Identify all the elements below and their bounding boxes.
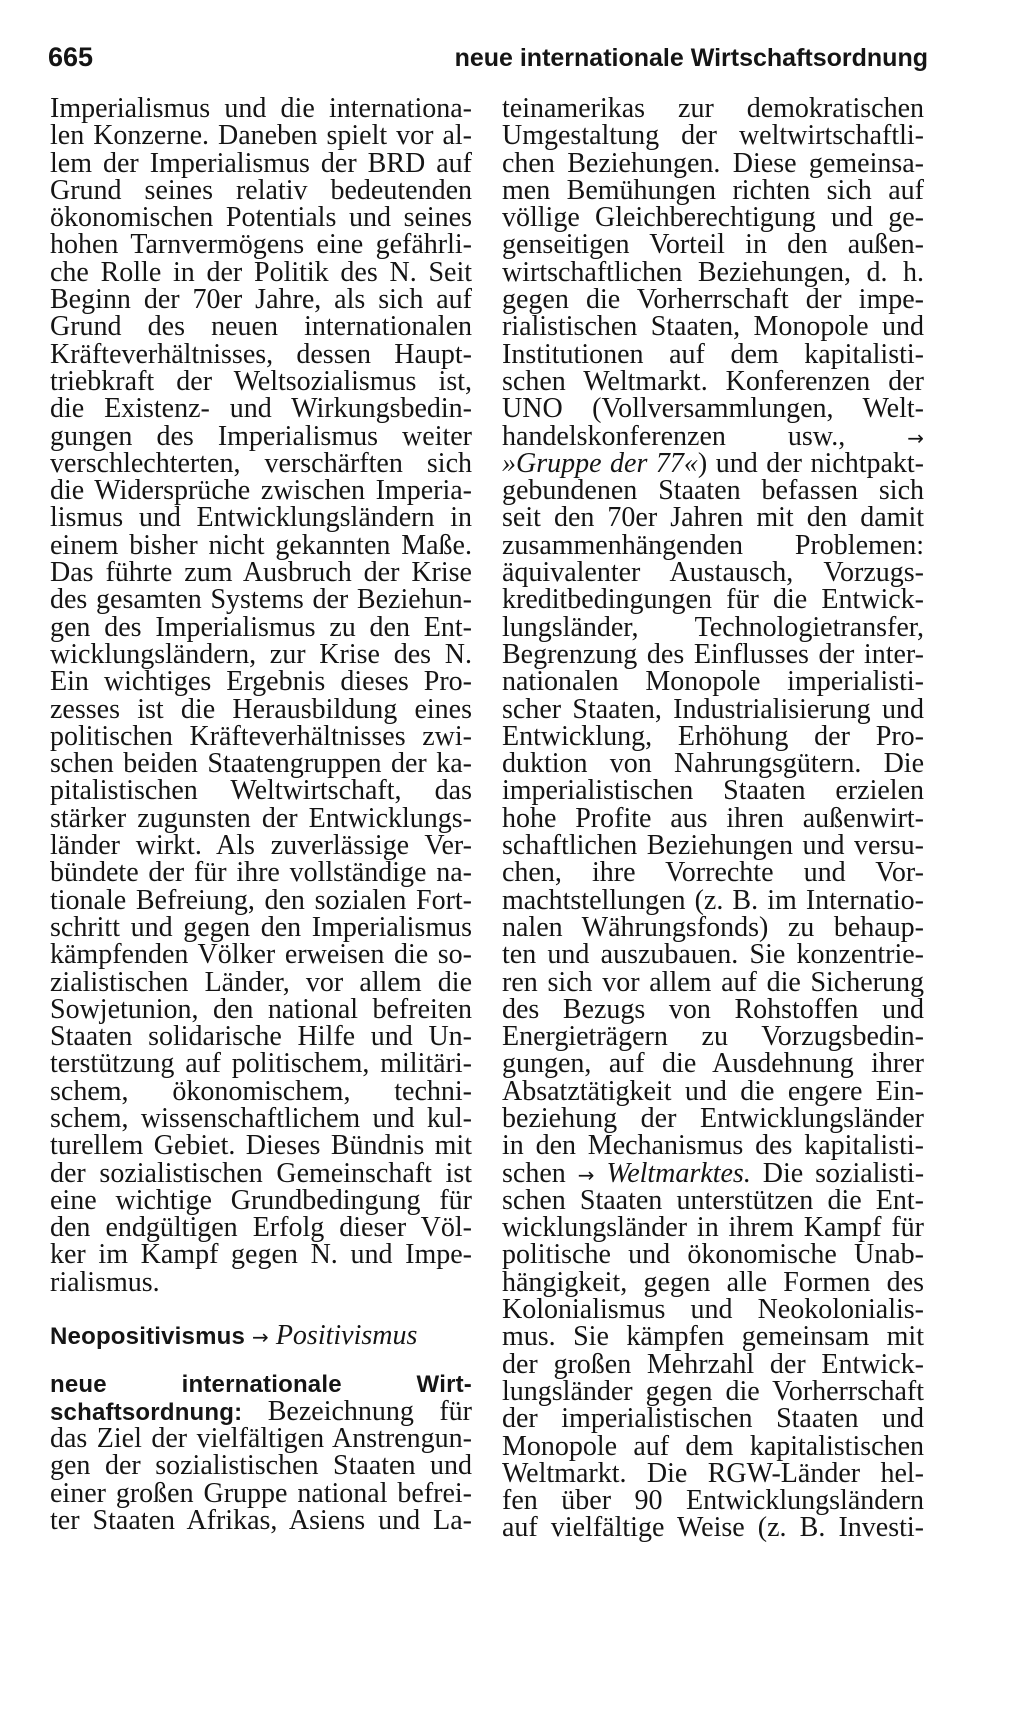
cross-reference-link[interactable]: Positivismus	[275, 1320, 418, 1352]
text-line: verschlechterten, verschärften sich	[50, 447, 472, 479]
text-line: schaftlichen Beziehungen und versu-	[502, 830, 924, 862]
text-line: lem der Imperialismus der BRD auf	[50, 147, 472, 179]
text-line: ker im Kampf gegen N. und Impe-	[50, 1239, 472, 1271]
entry-heading-line	[50, 1395, 472, 1427]
right-column-body-b	[502, 475, 924, 1162]
cross-reference-link[interactable]: Weltmarktes.	[606, 1157, 751, 1189]
right-column-body-c	[502, 1184, 924, 1544]
text-line: der großen Mehrzahl der Entwick-	[502, 1348, 924, 1380]
text-line: schen Weltmarkt. Konferenzen der	[502, 365, 924, 397]
text-line: tionale Befreiung, den sozialen Fort-	[50, 884, 472, 916]
text-line: des gesamten Systems der Beziehun-	[50, 584, 472, 616]
text-fragment: ) und der nichtpakt-	[697, 447, 925, 479]
text-line: nationalen Monopole imperialisti-	[502, 666, 924, 698]
text-line: schem, wissenschaftlichem und kul-	[50, 1102, 472, 1134]
text-line: die Widersprüche zwischen Imperia-	[50, 475, 472, 507]
text-line: len Konzerne. Daneben spielt vor al-	[50, 120, 472, 152]
page-header	[48, 42, 928, 82]
text-line: der sozialistischen Gemeinschaft ist	[50, 1157, 472, 1189]
entry-neopositivismus	[50, 1320, 472, 1352]
page-number: 665	[48, 42, 94, 72]
text-line: lungsländer, Technologietransfer,	[502, 611, 924, 643]
cross-reference-link[interactable]: »Gruppe der 77«	[502, 447, 698, 479]
entry-keyword: schaftsordnung:	[50, 1398, 243, 1426]
left-column-body	[50, 95, 472, 1296]
text-line: schem, ökonomischem, techni-	[50, 1075, 472, 1107]
text-line: die Existenz- und Wirkungsbedin-	[50, 393, 472, 425]
text-line: schen beiden Staatengruppen der ka-	[50, 748, 472, 780]
cross-reference-arrow: →	[577, 1162, 595, 1187]
text-line: Grund des neuen internationalen	[50, 311, 472, 343]
text-line: ter Staaten Afrikas, Asiens und La-	[50, 1504, 472, 1536]
text-line: Ein wichtiges Ergebnis dieses Pro-	[50, 666, 472, 698]
text-line: Imperialismus und die internationa-	[50, 93, 472, 124]
text-line: schritt und gegen den Imperialismus	[50, 911, 472, 943]
text-line: lismus und Entwicklungsländern in	[50, 502, 472, 534]
text-line: rialismus.	[50, 1266, 160, 1298]
text-line: duktion von Nahrungsgütern. Die	[502, 748, 924, 780]
text-line: kämpfenden Völker erweisen die so-	[50, 939, 472, 971]
text-line: teinamerikas zur demokratischen	[502, 93, 924, 124]
text-line: das Ziel der vielfältigen Anstrengun-	[50, 1422, 472, 1454]
text-line: ökonomischen Potentials und seines	[50, 202, 472, 234]
text-fragment: handelskonferenzen usw.,	[502, 420, 846, 452]
text-line: gungen des Imperialismus weiter	[50, 420, 472, 452]
text-line: Beginn der 70er Jahre, als sich auf	[50, 284, 472, 316]
text-line: völlige Gleichberechtigung und ge-	[502, 202, 924, 234]
text-line: fen über 90 Entwicklungsländern	[502, 1485, 924, 1517]
text-line: Begrenzung des Einflusses der inter-	[502, 638, 924, 670]
text-line	[502, 447, 925, 479]
text-line: schen Staaten unterstützen die Ent-	[502, 1184, 924, 1216]
entry-body	[50, 1422, 472, 1536]
text-line: genseitigen Vorteil in den außen-	[502, 229, 924, 261]
text-line: gen der sozialistischen Staaten und	[50, 1450, 472, 1482]
text-line: der imperialistischen Staaten und	[502, 1403, 924, 1435]
text-line: zesses ist die Herausbildung eines	[50, 693, 472, 725]
text-line: wirtschaftlichen Beziehungen, d. h.	[502, 256, 924, 288]
entry-keyword: neue internationale Wirt-	[50, 1371, 472, 1399]
text-line: Kräfteverhältnisses, dessen Haupt-	[50, 338, 472, 370]
text-line: Monopole auf dem kapitalistischen	[502, 1430, 924, 1462]
text-line: zialistischen Länder, vor allem die	[50, 966, 472, 998]
text-fragment: Die sozialisti-	[762, 1157, 925, 1189]
right-column-body-a	[502, 95, 924, 423]
running-head: neue internationale Wirtschaftsordnung	[454, 44, 928, 72]
text-line: Umgestaltung der weltwirtschaftli-	[502, 120, 924, 152]
text-line: hängigkeit, gegen alle Formen des	[502, 1266, 924, 1298]
text-line: ten und auszubauen. Sie konzentrie-	[502, 939, 924, 971]
text-line: turellem Gebiet. Dieses Bündnis mit	[50, 1130, 472, 1162]
text-line: mus. Sie kämpfen gemeinsam mit	[502, 1321, 924, 1353]
text-fragment: Bezeichnung für	[267, 1395, 472, 1427]
text-line: ren sich vor allem auf die Sicherung	[502, 966, 924, 998]
cross-reference-arrow: →	[907, 425, 924, 450]
text-line: Sowjetunion, den national befreiten	[50, 993, 472, 1025]
text-line: hohen Tarnvermögens eine gefährli-	[50, 229, 472, 261]
text-line: imperialistischen Staaten erzielen	[502, 775, 924, 807]
text-line: wicklungsländer in ihrem Kampf für	[502, 1212, 924, 1244]
text-line: pitalistischen Weltwirtschaft, das	[50, 775, 472, 807]
right-column	[502, 95, 924, 1542]
text-line	[502, 420, 924, 452]
text-line: che Rolle in der Politik des N. Seit	[50, 256, 472, 288]
text-line: politische und ökonomische Unab-	[502, 1239, 924, 1271]
text-line: gegen die Vorherrschaft der impe-	[502, 284, 924, 316]
text-line: men Bemühungen richten sich auf	[502, 174, 924, 206]
text-line: wicklungsländern, zur Krise des N.	[50, 638, 472, 670]
cross-reference-arrow: →	[252, 1325, 269, 1350]
text-line: triebkraft der Weltsozialismus ist,	[50, 365, 472, 397]
text-line: terstützung auf politischem, militäri-	[50, 1048, 472, 1080]
text-line: äquivalenter Austausch, Vorzugs-	[502, 557, 924, 589]
text-line: stärker zugunsten der Entwicklungs-	[50, 802, 472, 834]
text-line: nalen Währungsfonds) zu behaup-	[502, 911, 924, 943]
text-line: gungen, auf die Ausdehnung ihrer	[502, 1048, 924, 1080]
text-line: auf vielfältige Weise (z. B. Investi-	[502, 1512, 924, 1544]
text-line: länder wirkt. Als zuverlässige Ver-	[50, 830, 472, 862]
text-line: Staaten solidarische Hilfe und Un-	[50, 1021, 472, 1053]
entry-keyword: Neopositivismus	[50, 1323, 246, 1351]
entry-heading-line	[50, 1370, 472, 1397]
text-line: Absatztätigkeit und die engere Ein-	[502, 1075, 924, 1107]
text-line: kreditbedingungen für die Entwick-	[502, 584, 924, 616]
text-line: Grund seines relativ bedeutenden	[50, 174, 472, 206]
text-line: Entwicklung, Erhöhung der Pro-	[502, 720, 924, 752]
text-line: politischen Kräfteverhältnisses zwi-	[50, 720, 472, 752]
text-line: machtstellungen (z. B. im Internatio-	[502, 884, 924, 916]
text-line: Das führte zum Ausbruch der Krise	[50, 557, 472, 589]
text-line: bündete der für ihre vollständige na-	[50, 857, 472, 889]
text-line: gen des Imperialismus zu den Ent-	[50, 611, 472, 643]
text-line: Institutionen auf dem kapitalisti-	[502, 338, 924, 370]
text-line: UNO (Vollversammlungen, Welt-	[502, 393, 924, 425]
text-line: Energieträgern zu Vorzugsbedin-	[502, 1021, 924, 1053]
text-line: lungsländer gegen die Vorherrschaft	[502, 1375, 924, 1407]
text-line: in den Mechanismus des kapitalisti-	[502, 1130, 924, 1162]
text-line: Weltmarkt. Die RGW-Länder hel-	[502, 1457, 924, 1489]
left-column	[50, 95, 472, 1534]
text-line: einem bisher nicht gekannten Maße.	[50, 529, 472, 561]
text-line: zusammenhängenden Problemen:	[502, 529, 924, 561]
text-line: einer großen Gruppe national befrei-	[50, 1477, 472, 1509]
text-line: chen, ihre Vorrechte und Vor-	[502, 857, 924, 889]
text-line: chen Beziehungen. Diese gemeinsa-	[502, 147, 924, 179]
text-line: scher Staaten, Industrialisierung und	[502, 693, 924, 725]
text-line: den endgültigen Erfolg dieser Völ-	[50, 1212, 472, 1244]
text-line: hohe Profite aus ihren außenwirt-	[502, 802, 924, 834]
text-line: gebundenen Staaten befassen sich	[502, 475, 924, 507]
text-line: seit den 70er Jahren mit den damit	[502, 502, 924, 534]
text-line: eine wichtige Grundbedingung für	[50, 1184, 472, 1216]
text-line: Kolonialismus und Neokolonialis-	[502, 1294, 924, 1326]
text-line: rialistischen Staaten, Monopole und	[502, 311, 924, 343]
text-line: des Bezugs von Rohstoffen und	[502, 993, 924, 1025]
text-line	[502, 1157, 925, 1189]
text-line: beziehung der Entwicklungsländer	[502, 1102, 924, 1134]
text-fragment: schen	[502, 1157, 566, 1189]
